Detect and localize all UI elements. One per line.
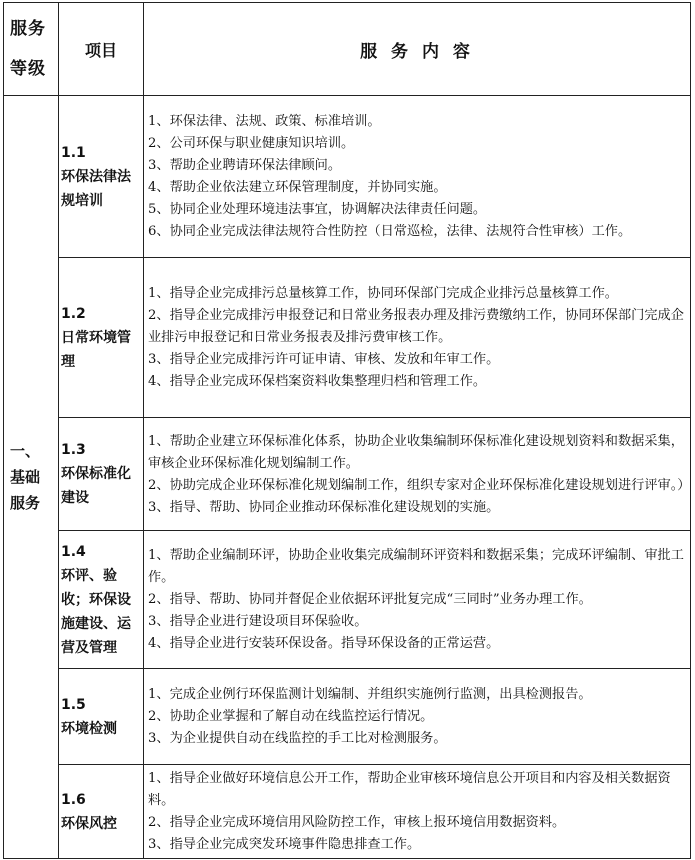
table-row: [4, 531, 691, 669]
content-line: 2、协助企业掌握和了解自动在线监控运行情况。: [148, 709, 434, 724]
item-cell: [59, 258, 144, 418]
service-level-cell: [4, 96, 59, 859]
item-cell: [59, 765, 144, 859]
header-content: 服 务 内 容: [144, 3, 691, 96]
item-name: 环保法律法规培训: [61, 168, 131, 209]
level-name-line1: 基础: [10, 468, 41, 486]
header-service-level: [4, 3, 59, 96]
header-level-line2: 等级: [10, 59, 46, 79]
content-line: 5、协同企业处理环境违法事宜，协调解决法律责任问题。: [148, 202, 487, 217]
content-line: 2、指导企业完成环境信用风险防控工作，审核上报环境信用数据资料。: [148, 815, 566, 830]
content-line: 1、指导企业做好环境信息公开工作，帮助企业审核环境信息公开项目和内容及相关数据资料。: [148, 771, 671, 808]
item-name: 环保标准化建设: [61, 466, 131, 506]
content-line: 3、指导企业进行建设项目环保验收。: [148, 614, 368, 629]
content-line: 3、帮助企业聘请环保法律顾问。: [148, 158, 342, 173]
content-cell: [144, 669, 691, 765]
item-number: 1.1: [61, 144, 86, 161]
table-row: [4, 669, 691, 765]
item-name: 环保风控: [61, 815, 117, 832]
table-row: [4, 258, 691, 418]
content-line: 6、协同企业完成法律法规符合性防控（日常巡检，法律、法规符合性审核）工作。: [148, 224, 632, 239]
service-table: [3, 2, 691, 859]
content-line: 3、为企业提供自动在线监控的手工比对检测服务。: [148, 731, 447, 746]
content-line: 2、指导、帮助、协同并督促企业依据环评批复完成“三同时”业务办理工作。: [148, 592, 592, 607]
item-number: 1.2: [61, 305, 86, 322]
item-cell: [59, 669, 144, 765]
content-line: 1、指导企业完成排污总量核算工作，协同环保部门完成企业排污总量核算工作。: [148, 286, 618, 301]
item-cell: [59, 418, 144, 531]
content-line: 3、指导企业完成突发环境事件隐患排查工作。: [148, 837, 421, 852]
content-line: 1、帮助企业建立环保标准化体系，协助企业收集编制环保标准化建设规划资料和数据采集，审核企业环保标准化规划编制工作。: [148, 433, 684, 471]
table-row: [4, 418, 691, 531]
content-line: 2、协助完成企业环保标准化规划编制工作，组织专家对企业环保标准化建设规划进行评审。）3、指导、帮助、协同企业推动环保标准化建设规划的实施。: [148, 477, 684, 515]
item-cell: [59, 531, 144, 669]
item-number: 1.6: [61, 791, 86, 808]
content-line: 1、环保法律、法规、政策、标准培训。: [148, 114, 381, 129]
content-line: 1、完成企业例行环保监测计划编制、并组织实施例行监测，出具检测报告。: [148, 687, 592, 702]
item-number: 1.4: [61, 543, 86, 560]
content-cell: [144, 765, 691, 859]
content-line: 4、帮助企业依法建立环保管理制度，并协同实施。: [148, 180, 447, 195]
item-name: 环境检测: [61, 720, 117, 737]
content-cell: [144, 96, 691, 258]
content-line: 2、指导企业完成排污申报登记和日常业务报表办理及排污费缴纳工作，协同环保部门完成企业排污申报登记和日常业务报表及排污费审核工作。: [148, 308, 684, 345]
level-name-line2: 服务: [10, 494, 41, 512]
content-line: 4、指导企业完成环保档案资料收集整理归档和管理工作。: [148, 374, 487, 389]
item-number: 1.3: [61, 442, 86, 458]
content-line: 4、指导企业进行安装环保设备。指导环保设备的正常运营。: [148, 636, 500, 651]
table-header-row: [4, 3, 691, 96]
table-row: [4, 96, 691, 258]
content-line: 3、指导企业完成排污许可证申请、审核、发放和年审工作。: [148, 352, 500, 367]
header-level-line1: 服务: [10, 19, 46, 39]
table-row: [4, 765, 691, 859]
content-line: 1、帮助企业编制环评，协助企业收集完成编制环评资料和数据采集；完成环评编制、审批工作。: [148, 548, 684, 585]
header-item: 项目: [59, 3, 144, 96]
item-name: 环评、验收；环保设施建设、运营及管理: [61, 567, 131, 656]
content-cell: [144, 258, 691, 418]
content-cell: [144, 531, 691, 669]
item-name: 日常环境管理: [61, 329, 131, 370]
item-number: 1.5: [61, 696, 86, 713]
level-number: 一、: [10, 442, 41, 460]
content-line: 2、公司环保与职业健康知识培训。: [148, 136, 355, 151]
item-cell: [59, 96, 144, 258]
content-cell: [144, 418, 691, 531]
